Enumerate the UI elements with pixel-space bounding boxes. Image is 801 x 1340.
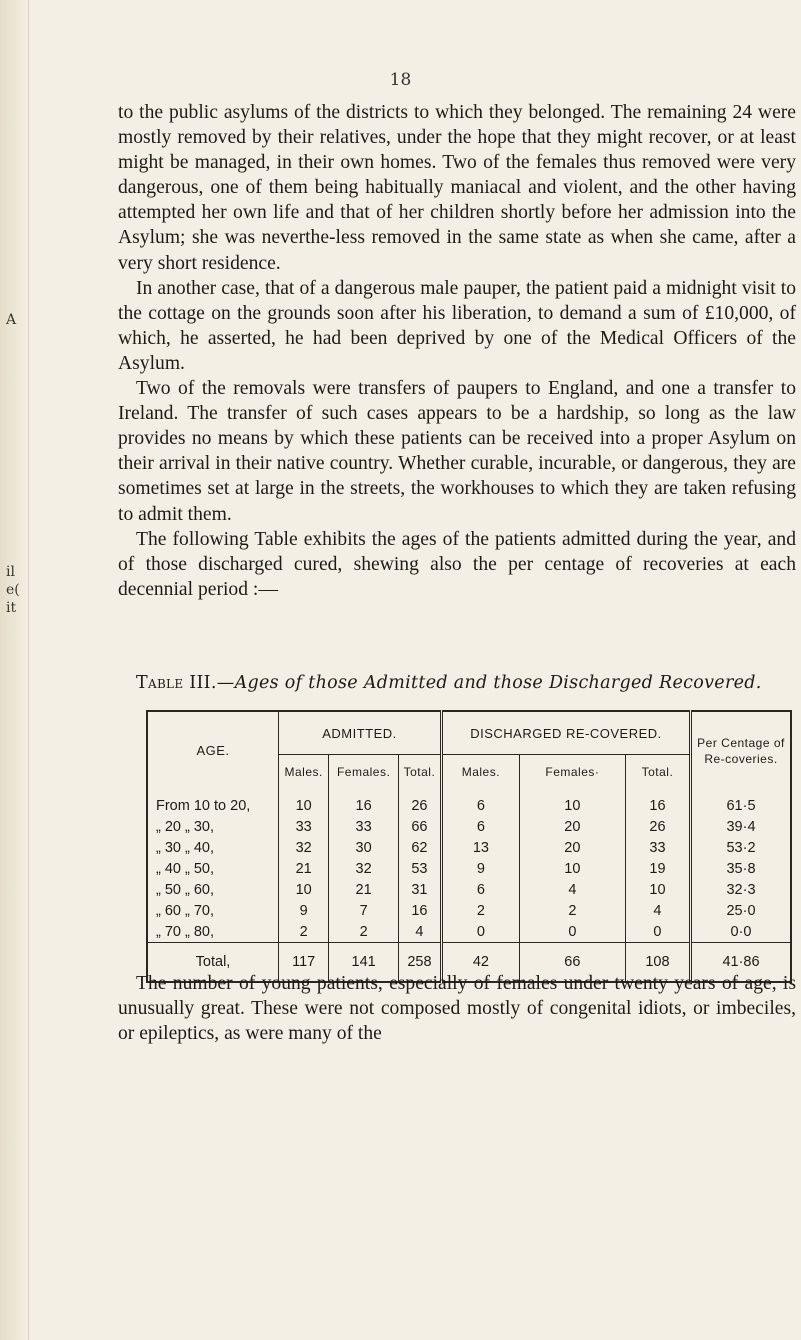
value-cell: 33	[279, 816, 329, 837]
total-cell: 258	[398, 943, 441, 983]
total-label: Total,	[147, 943, 279, 983]
value-cell: 10	[279, 789, 329, 816]
value-cell: 0	[441, 921, 519, 943]
value-cell: 2	[441, 900, 519, 921]
value-cell: 10	[519, 858, 625, 879]
value-cell: 33	[329, 816, 399, 837]
paragraph: In another case, that of a dangerous male pauper, the patient paid a midnight visit to the cottage on the grounds soon after his liberation, to demand a sum of £10,000, of which, he asserted, he had been deprived by one of the Medical Officers of the Asylum.	[118, 277, 796, 374]
age-range-cell: „ 40 „ 50,	[156, 860, 215, 877]
value-cell: 2	[519, 900, 625, 921]
age-range-cell: From 10 to 20,	[156, 797, 251, 814]
age-range-cell: „ 30 „ 40,	[156, 839, 215, 856]
page-number: 18	[389, 70, 412, 90]
value-cell: 39·4	[691, 816, 792, 837]
value-cell: 62	[398, 837, 441, 858]
value-cell: 35·8	[691, 858, 792, 879]
table-title: Ages of those Admitted and those Discharged Recovered.	[234, 673, 762, 693]
age-range-cell: „ 60 „ 70,	[156, 902, 215, 919]
header-males: Males.	[279, 755, 329, 790]
value-cell: 2	[329, 921, 399, 943]
gutter-fragment: A	[6, 312, 17, 328]
value-cell: 31	[398, 879, 441, 900]
paragraph: Two of the removals were transfers of paupers to England, and one a transfer to Ireland. The transfer of such cases appears to be a hardship, so long as the law provides no means by which these patients can be received into a proper Asylum on their arrival in their native country. Whether curable, incurable, or dangerous, they are sometimes set at large in the streets, the workhouses to which they are taken refusing to admit them.	[118, 378, 796, 525]
value-cell: 9	[279, 900, 329, 921]
value-cell: 61·5	[691, 789, 792, 816]
value-cell: 53	[398, 858, 441, 879]
value-cell: 10	[519, 789, 625, 816]
header-total: Total.	[398, 755, 441, 790]
paragraph: The number of young patients, especially of females under twenty years of age, is unusually great. These were not composed mostly of congenital idiots, or imbeciles, or epileptics, as were many of the	[118, 973, 796, 1045]
header-per-centage: Per Centage of Re-coveries.	[691, 711, 792, 789]
table-caption	[136, 673, 796, 693]
value-cell: 19	[625, 858, 690, 879]
header-males: Males.	[441, 755, 519, 790]
total-cell: 108	[625, 943, 690, 983]
value-cell: 16	[398, 900, 441, 921]
table-row	[147, 900, 791, 921]
table-row	[147, 879, 791, 900]
table-row	[147, 921, 791, 943]
paragraph: The following Table exhibits the ages of the patients admitted during the year, and of those discharged cured, shewing also the per centage of recoveries at each decennial period :—	[118, 528, 796, 600]
total-cell: 41·86	[691, 943, 792, 983]
caption-dash: —	[216, 673, 235, 693]
header-admitted: ADMITTED.	[279, 711, 442, 755]
value-cell: 26	[625, 816, 690, 837]
total-cell: 117	[279, 943, 329, 983]
header-females: Females.	[329, 755, 399, 790]
value-cell: 10	[625, 879, 690, 900]
table-label: Table III.	[136, 673, 217, 693]
value-cell: 33	[625, 837, 690, 858]
table-row	[147, 837, 791, 858]
ages-table	[146, 710, 792, 970]
value-cell: 53·2	[691, 837, 792, 858]
value-cell: 2	[279, 921, 329, 943]
value-cell: 25·0	[691, 900, 792, 921]
value-cell: 10	[279, 879, 329, 900]
header-discharged: DISCHARGED RE-COVERED.	[441, 711, 690, 755]
value-cell: 9	[441, 858, 519, 879]
value-cell: 30	[329, 837, 399, 858]
gutter-fragment: e(	[6, 582, 20, 598]
age-range-cell: „ 70 „ 80,	[156, 923, 215, 940]
value-cell: 16	[329, 789, 399, 816]
value-cell: 4	[398, 921, 441, 943]
binding-gutter	[0, 0, 29, 1340]
value-cell: 0·0	[691, 921, 792, 943]
table-row	[147, 789, 791, 816]
paragraph: to the public asylums of the districts to which they belonged. The remaining 24 were mostly removed by their relatives, under the hope that they might recover, or at least might be managed, in their own homes. Two of the females thus removed were very dangerous, one of them being habitually maniacal and violent, and the other having attempted her own life and that of her children shortly before her admission into the Asylum; she was neverthe-less removed in the same state as when she came, after a very short residence.	[118, 102, 796, 274]
value-cell: 26	[398, 789, 441, 816]
age-range-cell: „ 20 „ 30,	[156, 818, 215, 835]
value-cell: 7	[329, 900, 399, 921]
total-cell: 42	[441, 943, 519, 983]
age-range-cell: „ 50 „ 60,	[156, 881, 215, 898]
value-cell: 0	[625, 921, 690, 943]
header-total: Total.	[625, 755, 690, 790]
total-cell: 66	[519, 943, 625, 983]
value-cell: 6	[441, 879, 519, 900]
value-cell: 4	[519, 879, 625, 900]
value-cell: 0	[519, 921, 625, 943]
value-cell: 6	[441, 816, 519, 837]
body-text-bottom	[118, 971, 796, 1046]
body-text-top	[118, 100, 796, 602]
value-cell: 21	[279, 858, 329, 879]
table-row	[147, 858, 791, 879]
value-cell: 16	[625, 789, 690, 816]
total-cell: 141	[329, 943, 399, 983]
value-cell: 20	[519, 837, 625, 858]
value-cell: 66	[398, 816, 441, 837]
value-cell: 6	[441, 789, 519, 816]
value-cell: 13	[441, 837, 519, 858]
value-cell: 32·3	[691, 879, 792, 900]
value-cell: 32	[279, 837, 329, 858]
header-age: AGE.	[196, 743, 230, 758]
value-cell: 20	[519, 816, 625, 837]
gutter-fragment: il	[6, 564, 15, 580]
value-cell: 4	[625, 900, 690, 921]
value-cell: 32	[329, 858, 399, 879]
header-females: Females·	[519, 755, 625, 790]
gutter-fragment: it	[6, 600, 17, 616]
value-cell: 21	[329, 879, 399, 900]
table-row	[147, 816, 791, 837]
